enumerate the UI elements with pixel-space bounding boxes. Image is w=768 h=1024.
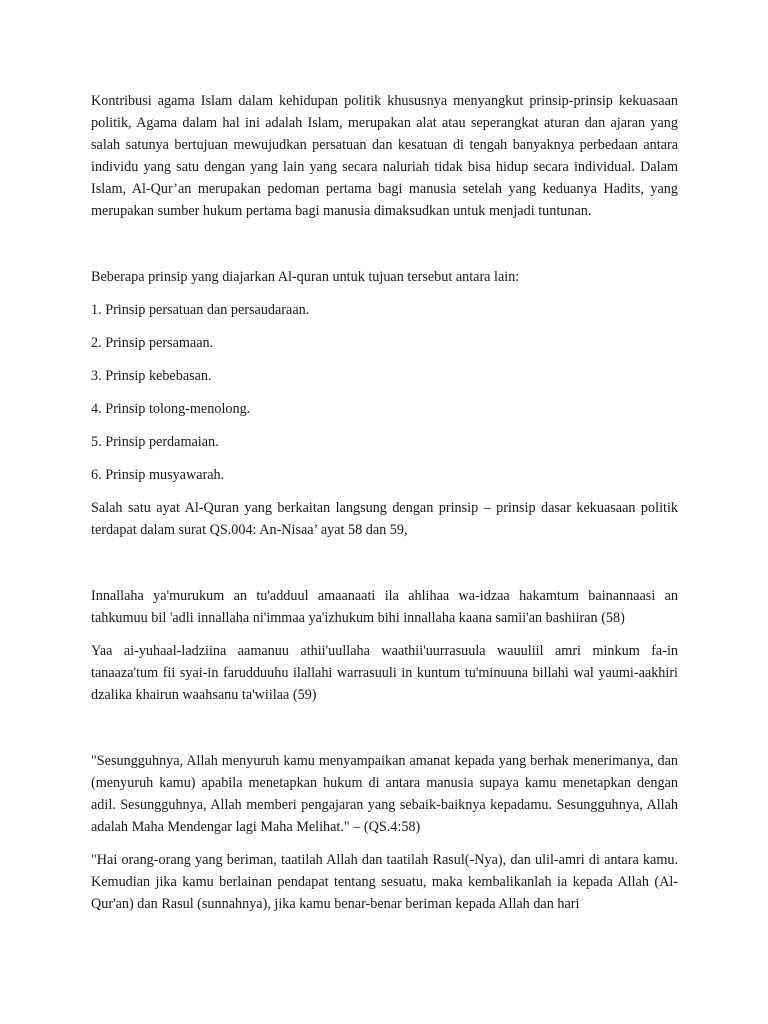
principle-item-4: 4. Prinsip tolong-menolong. [91, 401, 251, 417]
principle-item-6: 6. Prinsip musyawarah. [91, 467, 225, 483]
translation-verse-58: "Sesungguhnya, Allah menyuruh kamu menyampaikan amanat kepada yang berhak menerimanya, dan (menyuruh kamu) apabila menetapkan hukum di antara manusia supaya kamu menetapkan dengan adil. Sesungguhnya, Allah memberi pengajaran yang sebaik-baiknya kepadamu. Sesungguhnya, Allah adalah Maha Mendengar lagi Maha Melihat." – (QS.4:58) [91, 753, 678, 835]
transliteration-verse-59: Yaa ai-yuhaal-ladziina aamanuu athii'uullaha waathii'uurrasuula wauuliil amri minkum fa-in tanaaza'tum fii syai-in farudduuhu ilallahi warrasuuli in kuntum tu'minuuna billahi wal yaumi-aakhiri dzalika khairun waahsanu ta'wiilaa (59) [91, 643, 678, 703]
intro-paragraph: Kontribusi agama Islam dalam kehidupan politik khususnya menyangkut prinsip-prinsip kekuasaan politik, Agama dalam hal ini adalah Islam, merupakan alat atau seperangkat aturan dan ajaran yang salah satunya bertujuan mewujudkan persatuan dan kesatuan di tengah banyaknya perbedaan antara individu yang satu dengan yang lain yang secara naluriah tidak bisa hidup secara individual. Dalam Islam, Al-Qur’an merupakan pedoman pertama bagi manusia setelah yang keduanya Hadits, yang merupakan sumber hukum pertama bagi manusia dimaksudkan untuk menjadi tuntunan. [91, 93, 678, 219]
transliteration-verse-58: Innallaha ya'murukum an tu'adduul amaanaati ila ahlihaa wa-idzaa hakamtum bainannaasi an tahkumuu bil 'adli innallaha ni'immaa ya'izhukum bihi innallaha kaana samii'an bashiiran (58) [91, 588, 678, 626]
principle-item-2: 2. Prinsip persamaan. [91, 335, 214, 351]
principle-item-3: 3. Prinsip kebebasan. [91, 368, 212, 384]
translation-verse-59: "Hai orang-orang yang beriman, taatilah Allah dan taatilah Rasul(-Nya), dan ulil-amri di antara kamu. Kemudian jika kamu berlainan pendapat tentang sesuatu, maka kembalikanlah ia kepada Allah (Al-Qur'an) dan Rasul (sunnahnya), jika kamu benar-benar beriman kepada Allah dan hari [91, 852, 678, 912]
verse-reference-paragraph: Salah satu ayat Al-Quran yang berkaitan langsung dengan prinsip – prinsip dasar kekuasaan politik terdapat dalam surat QS.004: An-Nisaa’ ayat 58 dan 59, [91, 500, 678, 538]
principles-intro: Beberapa prinsip yang diajarkan Al-quran untuk tujuan tersebut antara lain: [91, 269, 520, 285]
document-page [91, 90, 678, 915]
principle-item-5: 5. Prinsip perdamaian. [91, 434, 219, 450]
principle-item-1: 1. Prinsip persatuan dan persaudaraan. [91, 302, 310, 318]
